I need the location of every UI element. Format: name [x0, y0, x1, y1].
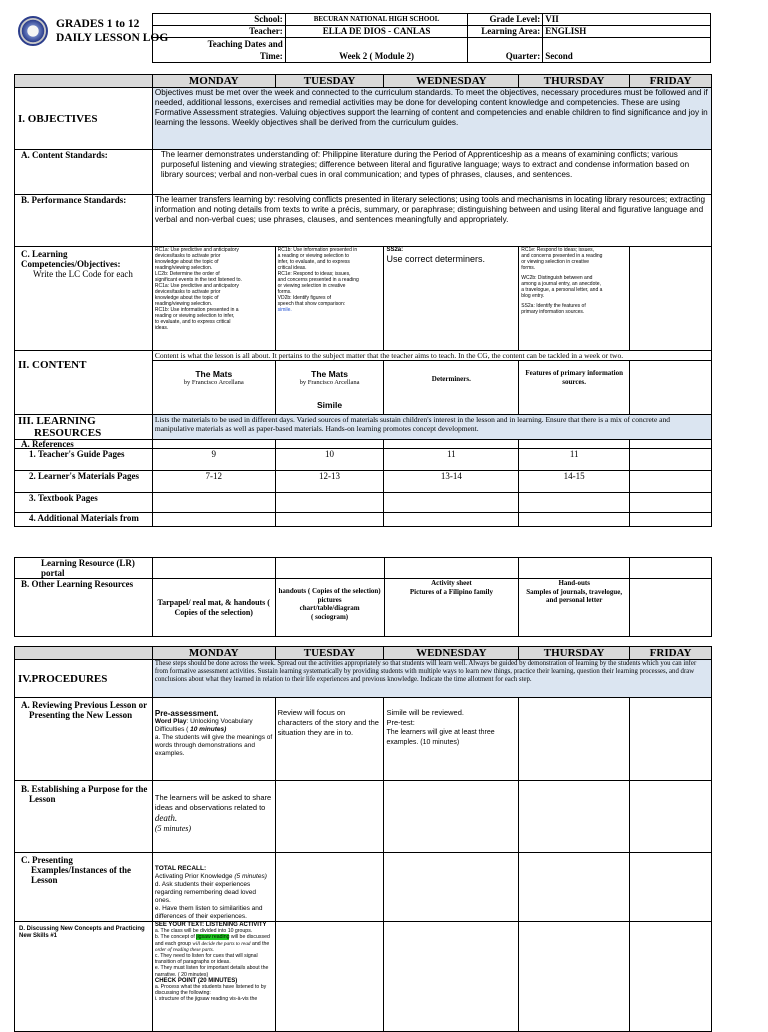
lc-mon-line: LC2b: Determine the order of [154, 271, 220, 277]
lr-empty [152, 558, 275, 579]
textbook-label: 3. Textbook Pages [15, 493, 153, 513]
proc-d-mon-b1: b. The concept of [154, 934, 197, 941]
lr-empty [384, 558, 519, 579]
lc-wednesday [384, 247, 519, 351]
day-monday: MONDAY [152, 75, 275, 88]
references-label: A. References [15, 440, 153, 449]
am-empty [384, 513, 519, 527]
teacher-value: ELLA DE DIOS - CANLAS [285, 26, 468, 38]
learners-materials-label: 2. Learner's Materials Pages [15, 471, 153, 493]
ref-empty [152, 440, 275, 449]
lc-tue-line: or viewing selection in creative [277, 283, 346, 289]
resources-title-line1: III. LEARNING [18, 415, 96, 427]
content-mon-title: The Mats [195, 369, 233, 379]
dates-value: Week 2 ( Module 2) [285, 38, 468, 63]
lc-thu-line: forms. [521, 265, 536, 271]
tg-tuesday: 10 [275, 449, 384, 471]
lm-wednesday: 13-14 [384, 471, 519, 493]
proc-c-mon-d: d. Ask students their experiences regarding remembering dead loved ones. [154, 881, 257, 904]
am-empty [519, 513, 630, 527]
lm-friday [630, 471, 712, 493]
lc-mon-line: devices/tasks to activate prior [154, 253, 221, 259]
proc-d-mon-a: a. The class will be divided into 10 groups. [154, 928, 253, 935]
lc-tue-line: forms. [277, 289, 292, 295]
lc-thu-line: a travelogue, a personal letter, and a [521, 287, 603, 293]
proc-d-mon-f: i. structure of the jigsaw reading vis-à-vis the [154, 996, 258, 1003]
content-friday [630, 361, 712, 415]
lc-label-line2: Competencies/Objectives: [21, 259, 121, 269]
proc-c-wednesday [384, 853, 519, 922]
lc-tue-line: VD2b: Identify figures of [277, 295, 332, 301]
lr-empty [519, 558, 630, 579]
am-empty [275, 513, 384, 527]
lc-mon-line: devices/tasks to activate prior [154, 289, 221, 295]
other-wednesday [384, 579, 519, 637]
proc-d-mon-c: c. They need to listen for cues that will signal transition of paragraphs or ideas. [154, 953, 258, 966]
grade-value: VII [543, 14, 711, 26]
other-tue-line: ( sociogram) [311, 612, 349, 621]
lr-empty [275, 558, 384, 579]
day-friday: FRIDAY [630, 647, 712, 660]
day-tuesday: TUESDAY [275, 75, 384, 88]
day-wednesday: WEDNESDAY [384, 75, 519, 88]
performance-standards-text: The learner transfers learning by: resolving conflicts presented in literary selections; using tools and mechanisms in locating library resources; extracting information and noting details from texts to write a précis, summary, or paraphrase; distinguishing between and using literal and figurative language and verbal and non-verbal cues; use phrases, clauses, and sentences meaningfully and appropriately. [152, 195, 711, 247]
lc-wed-code: SS2a: [386, 247, 404, 253]
other-resources-label: B. Other Learning Resources [15, 579, 153, 637]
objectives-title: I. OBJECTIVES [15, 88, 153, 150]
lc-mon-line: RC1b: Use information presented in a [154, 307, 239, 313]
lc-mon-line: knowledge about the topic of [154, 259, 219, 265]
dates-label-line2: Time: [259, 51, 283, 61]
grade-label: Grade Level: [468, 14, 543, 26]
content-title: II. CONTENT [15, 351, 153, 415]
proc-d-thursday [519, 922, 630, 1032]
deped-seal-icon [18, 16, 48, 46]
lc-mon-line: ideas. [154, 325, 169, 331]
lc-tue-line: RC1b: Use information presented in [277, 247, 358, 253]
resources-desc: Lists the materials to be used in different days. Varied sources of materials sustain children's interest in the lesson and in learning. Ensure that there is a mix of concrete and manipulative materials as well as paper-based materials. Hands-on learning promotes concept development. [152, 415, 711, 440]
lc-thu-line: RC1e: Respond to ideas; issues, [521, 247, 595, 253]
proc-a-wed-line3: The learners will give at least three examples. (10 minutes) [386, 729, 495, 746]
content-monday [152, 361, 275, 415]
quarter-label: Quarter: [468, 38, 543, 63]
proc-d-mon-b2: will be discussed and each group [154, 934, 270, 947]
proc-b-label: B. Establishing a Purpose for the Lesson [15, 781, 153, 853]
lesson-table-procedures [14, 646, 712, 1032]
content-desc: Content is what the lesson is all about. It pertains to the subject matter that the teacher aims to teach. In the CG, the content can be tackled in a week or two. [152, 351, 711, 361]
lc-mon-line: reading/viewing selection. [154, 301, 213, 307]
lc-tue-line: speech that show comparison: [277, 301, 346, 307]
day-monday: MONDAY [152, 647, 275, 660]
school-value: BECURAN NATIONAL HIGH SCHOOL [285, 14, 468, 26]
lr-empty [630, 558, 712, 579]
ref-empty [384, 440, 519, 449]
lc-mon-line: knowledge about the topic of [154, 295, 219, 301]
proc-d-mon-b [155, 934, 273, 953]
lc-thu-line: primary information sources. [521, 309, 585, 315]
proc-b-monday [152, 781, 275, 853]
tb-empty [275, 493, 384, 513]
procedures-title: IV.PROCEDURES [15, 660, 153, 698]
proc-a-wed-line2: Pre-test: [386, 718, 415, 727]
proc-d-monday [152, 922, 275, 1032]
other-tuesday [275, 579, 384, 637]
school-label: School: [153, 14, 286, 26]
other-wed-line: Activity sheet [431, 579, 472, 587]
other-tue-line: chart/table/diagram [299, 604, 360, 612]
procedures-desc: These steps should be done across the week. Spread out the activities appropriately so that students will learn well. Always be guided by demonstration of learning by the students which you can infer from formative assessment activities. Sustain learning systematically by providing students with multiple ways to learn new things, practice their learning, question their learning processes, and draw conclusions about what they learned in relation to their life experiences and previous knowledge. Indicate the time allotment for each step. [152, 660, 711, 698]
lr-portal-label [15, 558, 153, 579]
proc-a-wednesday [384, 698, 519, 781]
proc-b-mon-text: The learners will be asked to share ideas and observations related to [154, 793, 272, 812]
prior-knowledge-time: (5 minutes) [232, 873, 267, 880]
resources-title [15, 415, 153, 440]
difficulties-text: Difficulties ( [154, 726, 189, 733]
proc-a-monday [152, 698, 275, 781]
proc-a-mon-text: a. The students will give the meanings of words through demonstrations and examples. [154, 734, 273, 757]
proc-b-mon-time: (5 minutes) [154, 824, 192, 833]
tg-friday [630, 449, 712, 471]
ref-empty [630, 440, 712, 449]
proc-c-mon-e: e. Have them listen to similarities and differences of their experiences. [154, 905, 263, 920]
lc-thursday [519, 247, 630, 351]
jigsaw-reading-highlight: jigsaw reading [196, 934, 230, 941]
day-friday: FRIDAY [630, 75, 712, 88]
corner-cell [15, 647, 153, 660]
lm-monday: 7-12 [152, 471, 275, 493]
header-table [152, 13, 711, 63]
proc-a-thursday [519, 698, 630, 781]
word-play-rest: : Unlocking Vocabulary [186, 718, 253, 725]
lc-tuesday [275, 247, 384, 351]
lc-tue-line: critical ideas. [277, 265, 307, 271]
lc-tue-line: and concerns presented in a reading [277, 277, 359, 283]
content-thursday: Features of primary information sources. [519, 361, 630, 415]
resources-title-line2: RESOURCES [34, 427, 102, 439]
area-label: Learning Area: [468, 26, 543, 38]
prior-knowledge-text: Activating Prior Knowledge [154, 873, 233, 880]
proc-d-mon-b-i1: will decide the parts to read [192, 940, 251, 947]
content-tuesday [275, 361, 384, 415]
other-wed-line: Pictures of a Filipino family [409, 587, 493, 596]
lc-thu-line: or viewing selection in creative [521, 259, 590, 265]
lc-mon-line: RC1a: Use predictive and anticipatory [154, 247, 239, 253]
performance-standards-label: B. Performance Standards: [15, 195, 153, 247]
other-tue-line: pictures [317, 595, 342, 604]
tg-thursday: 11 [519, 449, 630, 471]
lc-tue-line: a reading or viewing selection to [277, 253, 350, 259]
check-point-heading: CHECK POINT (20 MINUTES) [154, 977, 238, 984]
day-tuesday: TUESDAY [275, 647, 384, 660]
tb-empty [152, 493, 275, 513]
lr-portal-line2: portal [41, 568, 65, 578]
word-play-label: Word Play [154, 718, 187, 725]
proc-a-wed-line1: Simile will be reviewed. [386, 708, 464, 717]
lc-thu-line: and concerns presented in a reading [521, 253, 603, 259]
other-thursday [519, 579, 630, 637]
content-tue-title: The Mats [311, 369, 348, 379]
other-friday [630, 579, 712, 637]
proc-d-mon-b-i2: order of reading these parts. [154, 946, 214, 953]
lr-portal-line1: Learning Resource (LR) [41, 558, 135, 568]
proc-a-friday [630, 698, 712, 781]
am-empty [630, 513, 712, 527]
lc-mon-line: RC1a: Use predictive and anticipatory [154, 283, 239, 289]
teacher-label: Teacher: [153, 26, 286, 38]
proc-d-label: D. Discussing New Concepts and Practicing New Skills #1 [15, 922, 153, 1032]
prior-knowledge-line [155, 873, 273, 881]
proc-a-label: A. Reviewing Previous Lesson or Presenting the New Lesson [15, 698, 153, 781]
tb-empty [384, 493, 519, 513]
lc-label-line1: C. Learning [21, 249, 68, 259]
lc-wed-text: Use correct determiners. [386, 254, 485, 264]
lc-thu-line: blog entry. [521, 293, 545, 299]
quarter-value: Second [543, 38, 711, 63]
proc-c-tuesday [275, 853, 384, 922]
other-thu-line: Hand-outs [558, 579, 590, 587]
additional-materials-label: 4. Additional Materials from [15, 513, 153, 527]
proc-a-tuesday: Review will focus on characters of the story and the situation they are in to. [275, 698, 384, 781]
other-thu-line: Samples of journals, travelogue, and personal letter [526, 587, 623, 604]
proc-b-mon-death: death. [154, 813, 178, 823]
difficulties-line [155, 726, 273, 734]
content-standards-label: A. Content Standards: [15, 150, 153, 195]
area-value: ENGLISH [543, 26, 711, 38]
difficulties-time: 10 minutes) [188, 726, 227, 733]
proc-b-friday [630, 781, 712, 853]
lesson-table-resources [14, 557, 712, 637]
proc-d-mon-d: e. They must listen for important details about the narrative. ( 20 minutes) [154, 965, 269, 978]
objectives-desc: Objectives must be met over the week and connected to the curriculum standards. To meet the objectives, necessary procedures must be followed and if needed, additional lessons, exercises and remedial activities may be done for developing content knowledge and competencies. These are using Formative Assessment strategies. Valuing objectives support the learning of content and competencies and enable children to find significance and joy in learning the lessons. Weekly objectives shall be derived from the curriculum guides. [152, 88, 711, 150]
corner-cell [15, 75, 153, 88]
ref-empty [519, 440, 630, 449]
lm-tuesday: 12-13 [275, 471, 384, 493]
proc-c-friday [630, 853, 712, 922]
form-title-line1: GRADES 1 to 12 [56, 18, 140, 30]
content-mon-author: by Francisco Arcellana [183, 379, 244, 386]
lc-mon-line: reading or viewing selection to infer, [154, 313, 235, 319]
dates-label [153, 38, 286, 63]
other-monday: Tarpapel/ real mat, & handouts ( Copies of the selection) [152, 579, 275, 637]
form-title-line2: DAILY LESSON LOG [56, 32, 169, 44]
proc-c-thursday [519, 853, 630, 922]
word-play-line [155, 718, 273, 726]
content-wednesday: Determiners. [384, 361, 519, 415]
ref-empty [275, 440, 384, 449]
tg-wednesday: 11 [384, 449, 519, 471]
lc-thu-line: SS2a: Identify the features of [521, 303, 586, 309]
proc-b-wednesday [384, 781, 519, 853]
lc-mon-line: significant events in the text listened to. [154, 277, 242, 283]
lc-label-line3: Write the LC Code for each [33, 269, 133, 279]
proc-d-mon-b3: and the [250, 940, 270, 947]
tb-empty [519, 493, 630, 513]
lc-label [15, 247, 153, 351]
lc-mon-line: reading/viewing selection. [154, 265, 213, 271]
tb-empty [630, 493, 712, 513]
proc-d-mon-e: a. Process what the students have listened to by discussing the following: [154, 984, 267, 997]
dates-label-line1: Teaching Dates and [207, 39, 283, 49]
pre-assessment-heading: Pre-assessment. [154, 709, 219, 718]
lc-friday [630, 247, 712, 351]
listening-activity-heading: SEE YOUR TEXT: LISTENING ACTIVITY [154, 922, 267, 928]
content-tue-author: by Francisco Arcellana [299, 379, 360, 386]
total-recall-heading: TOTAL RECALL: [154, 865, 207, 872]
day-wednesday: WEDNESDAY [384, 647, 519, 660]
tg-monday: 9 [152, 449, 275, 471]
teachers-guide-label: 1. Teacher's Guide Pages [15, 449, 153, 471]
proc-b-tuesday [275, 781, 384, 853]
lc-monday [152, 247, 275, 351]
lc-mon-line: to evaluate, and to express critical [154, 319, 231, 325]
lc-tue-line: RC1e: Respond to ideas; issues, [277, 271, 351, 277]
day-thursday: THURSDAY [519, 647, 630, 660]
proc-d-friday [630, 922, 712, 1032]
proc-c-monday [152, 853, 275, 922]
day-thursday: THURSDAY [519, 75, 630, 88]
lc-thu-line: among a journal entry, an anecdote, [521, 281, 601, 287]
proc-b-thursday [519, 781, 630, 853]
lesson-table-top [14, 74, 712, 527]
proc-c-label: C. Presenting Examples/Instances of the Lesson [15, 853, 153, 922]
proc-d-tuesday [275, 922, 384, 1032]
lc-thu-line: WC2b: Distinguish between and [521, 275, 593, 281]
content-standards-text: The learner demonstrates understanding of: Philippine literature during the Period of Apprenticeship as a means of examining conflicts; various purposeful listening and viewing strategies; difference between literal and figurative language; ways to extract and condense information based on library sources; verbal and non-verbal cues in oral communication; and types of phrases, clauses, and sentences. [152, 150, 711, 195]
am-empty [152, 513, 275, 527]
lc-tue-line: infer, to evaluate, and to express [277, 259, 350, 265]
proc-d-wednesday [384, 922, 519, 1032]
content-tue-extra: Simile [317, 400, 343, 410]
lm-thursday: 14-15 [519, 471, 630, 493]
lc-tue-line-simile: simile. [277, 307, 292, 313]
other-tue-line: handouts ( Copies of the selection) [278, 587, 381, 595]
